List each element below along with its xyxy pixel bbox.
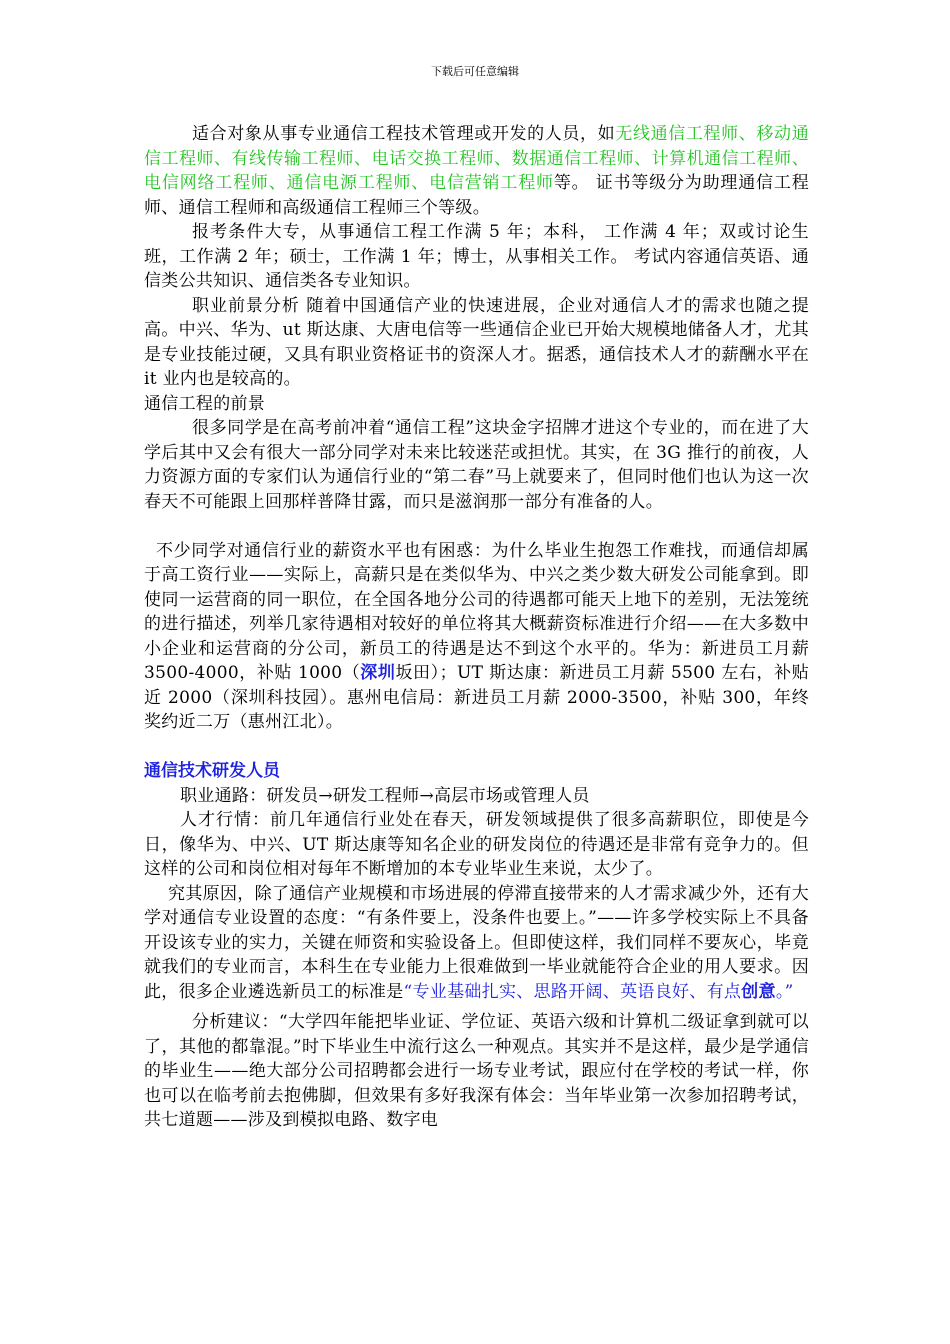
paragraph-lead: 适合对象从事专业通信工程技术管理或开发的人员，如 bbox=[192, 124, 616, 144]
paragraph-lead: 究其原因，除了通信产业规模和市场进展的停滞直接带来的人才需求减少外，还有大学对通信专业设置的态度：“有条件要上，没条件也要上。”——许多学校实际上不具备开设该专业的实力，关键在师资和实验设备上。但即使这样，我们同样不要灰心，毕竟就我们的专业而言，本科生在专业能力上很难做到一毕业就能符合企业的用人要求。因此，很多企业遴选新员工的标准是 bbox=[144, 883, 809, 1002]
paragraph-salary bbox=[144, 539, 809, 735]
paragraph-lead: 不少同学对通信行业的薪资水平也有困惑：为什么毕业生抱怨工作难找，而通信却属于高工资行业——实际上，高薪只是在类似华为、中兴之类少数大研发公司能拿到。即使同一运营商的同一职位，在全国各地分公司的待遇都可能天上地下的差别，无法笼统的进行描述，列举几家待遇相对较好的单位将其大概薪资标准进行介绍——在大多数中小企业和运营商的分公司，新员工的待遇是达不到这个水平的。华为：新进员工月薪 3500-4000，补贴 1000（ bbox=[144, 540, 809, 683]
engineer-titles-highlight: 无线通信工程师、移动通信工程师、有线传输工程师、电话交换工程师、数据通信工程师、计算机通信工程师、电信网络工程师、通信电源工程师、电信营销工程师 bbox=[144, 124, 809, 193]
quote-end: 。” bbox=[775, 981, 794, 1002]
section-title-rnd: 通信技术研发人员 bbox=[144, 761, 280, 781]
subtitle-prospects: 通信工程的前景 bbox=[144, 393, 266, 414]
page-header: 下载后可任意编辑 bbox=[431, 65, 519, 78]
paragraph-career-path: 职业通路：研发员→研发工程师→高层市场或管理人员 bbox=[180, 785, 590, 806]
paragraph-career-outlook: 职业前景分析 随着中国通信产业的快速进展，企业对通信人才的需求也随之提高。中兴、华为、ut 斯达康、大唐电信等一些通信企业已开始大规模地储备人才，尤其是专业技能过硬，又具有职业资格证书的资深人才。据悉，通信技术人才的薪酬水平在 it 业内也是较高的。 bbox=[144, 295, 809, 389]
blank-line bbox=[144, 514, 809, 539]
paragraph-exam-conditions: 报考条件大专，从事通信工程工作满 5 年；本科， 工作满 4 年；双或讨论生班，工作满 2 年；硕士，工作满 1 年；博士，从事相关工作。 考试内容通信英语、通信类公共知识、通信类各专业知识。 bbox=[144, 222, 809, 291]
paragraph-advice: 分析建议：“大学四年能把毕业证、学位证、英语六级和计算机二级证拿到就可以了，其他的都靠混。”时下毕业生中流行这么一种观点。其实并不是这样，最少是学通信的毕业生——绝大部分公司招聘都会进行一场专业考试，跟应付在学校的考试一样，你也可以在临考前去抱佛脚，但效果有多好我深有体会：当年毕业第一次参加招聘考试，共七道题——涉及到模拟电路、数字电 bbox=[144, 1012, 809, 1130]
paragraph-tail: 等。 证书等级分为助理通信工程师、通信工程师和高级通信工程师三个等级。 bbox=[144, 173, 809, 218]
paragraph-tail: 坂田）；UT 斯达康：新进员工月薪 5500 左右，补贴近 2000（深圳科技园）。惠州电信局：新进员工月薪 2000-3500，补贴 300，年终奖约近二万（惠州江北）。 bbox=[144, 663, 809, 732]
document-body bbox=[144, 122, 809, 1133]
shenzhen-link[interactable]: 深圳 bbox=[360, 663, 396, 683]
paragraph-reasons bbox=[144, 882, 809, 1005]
creativity-link[interactable]: 创意 bbox=[741, 981, 776, 1002]
paragraph-industry-spring: 很多同学是在高考前冲着“通信工程”这块金字招牌才进这个专业的，而在进了大学后其中又会有很大一部分同学对未来比较迷茫或担忧。其实，在 3G 推行的前夜，人力资源方面的专家们认为通信行业的“第二春”马上就要来了，但同时他们也认为这一次春天不可能跟上回那样普降甘露，而只是滋润那一部分有准备的人。 bbox=[144, 418, 809, 512]
blank-line bbox=[144, 735, 809, 760]
standard-quote: “专业基础扎实、思路开阔、英语良好、有点 bbox=[403, 981, 742, 1002]
paragraph-target-audience bbox=[144, 122, 809, 220]
paragraph-talent-market: 人才行情：前几年通信行业处在春天，研发领域提供了很多高薪职位，即使是今日，像华为、中兴、UT 斯达康等知名企业的研发岗位的待遇还是非常有竞争力的。但这样的公司和岗位相对每年不断增加的本专业毕业生来说，太少了。 bbox=[144, 810, 809, 879]
